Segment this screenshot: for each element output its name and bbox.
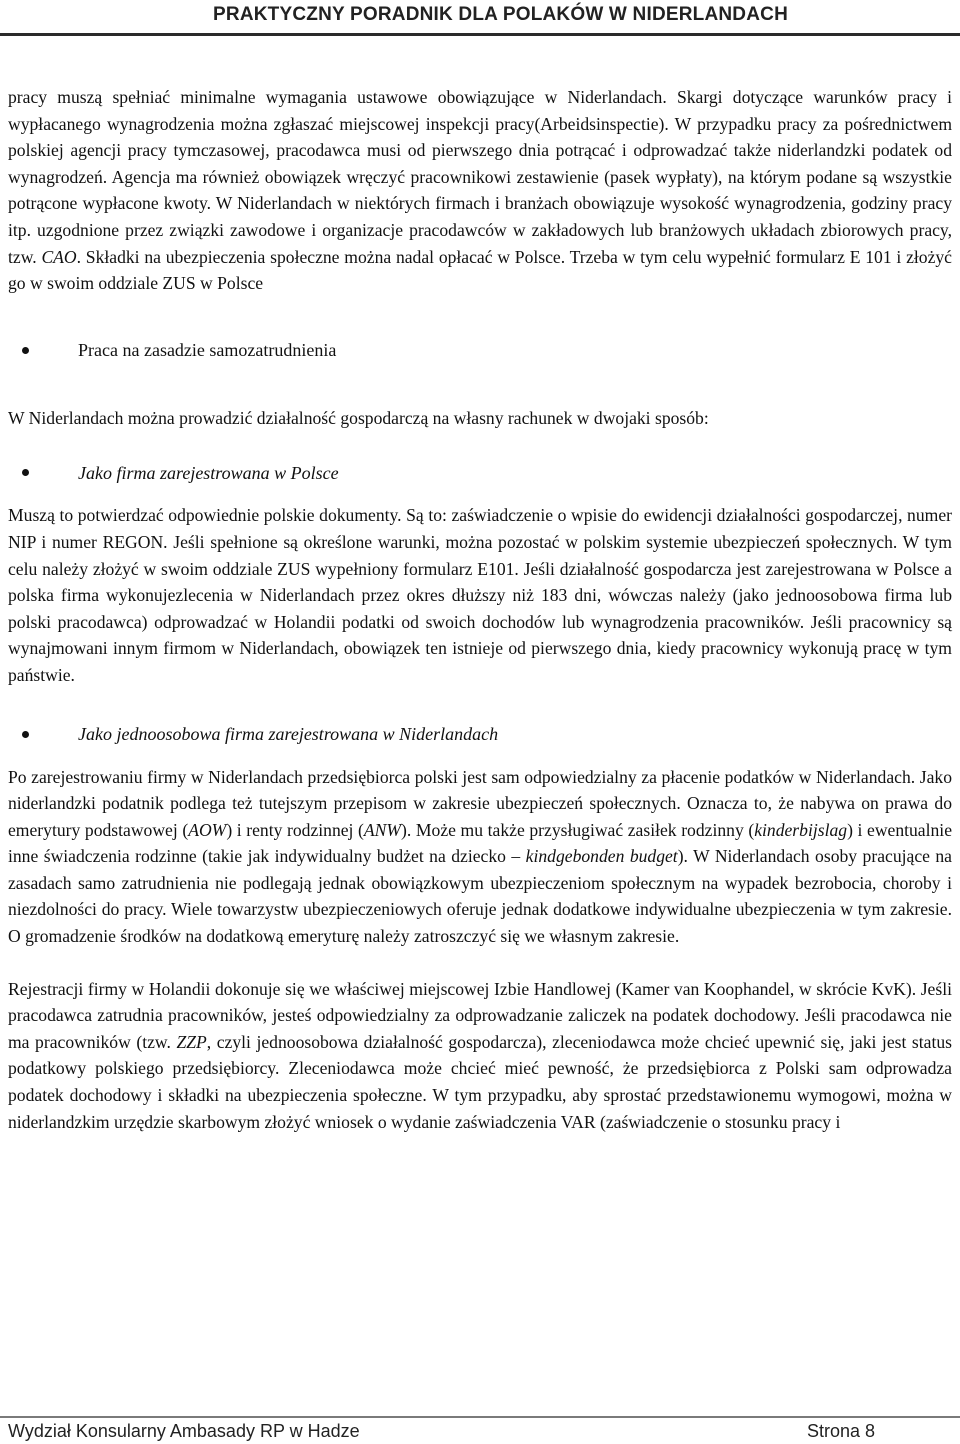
paragraph-dutch-company bbox=[8, 764, 952, 950]
text-run: ). Może mu także przysługiwać zasiłek rodzinny ( bbox=[401, 819, 755, 840]
bullet-self-employment bbox=[22, 337, 952, 364]
paragraph-polish-company bbox=[8, 502, 952, 688]
italic-term: kinderbijslag bbox=[754, 819, 848, 840]
italic-term: AOW bbox=[188, 819, 227, 840]
paragraph-registration bbox=[8, 976, 952, 1136]
heading-self-employment: Praca na zasadzie samozatrudnienia bbox=[78, 339, 337, 360]
italic-term: CAO bbox=[41, 246, 77, 267]
bullet-dot-icon bbox=[22, 347, 29, 354]
italic-term: ZZP bbox=[176, 1031, 207, 1052]
bullet-dot-icon bbox=[22, 469, 29, 476]
page-header bbox=[0, 0, 960, 30]
header-title: PRAKTYCZNY PORADNIK DLA POLAKÓW W NIDERLANDACH bbox=[213, 4, 788, 25]
text-run: Rejestracji firmy w Holandii dokonuje się we właściwej miejscowej Izbie Handlowej (Kamer van Koophandel, w skrócie KvK). Jeśli pracodawca zatrudnia pracowników, jesteś odpowiedzialny za odprowadzanie zaliczek na podatek dochodowy. Jeśli pracodawca nie ma pracowników (tzw. bbox=[8, 978, 952, 1052]
text-run: Po zarejestrowaniu firmy w Niderlandach przedsiębiorca polski jest sam odpowiedzialny za płacenie podatków w Niderlandach. Jako niderlandzki podatnik podlega też tutejszym przepisom w zakresie ubezpieczeń społecznych. Oznacza to, że nabywa on prawa do emerytury podstawowej ( bbox=[8, 766, 952, 840]
text-run: ) i renty rodzinnej ( bbox=[226, 819, 364, 840]
text-run: Muszą to potwierdzać odpowiednie polskie dokumenty. Są to: zaświadczenie o wpisie do ewidencji działalności gospodarczej, numer NIP i numer REGON. Jeśli spełnione są określone warunki, można pozostać w polskim systemie ubezpieczeń społecznych. W tym celu należy złożyć w swoim oddziale ZUS wypełniony formularz E101. Jeśli działalność gospodarcza jest zarejestrowana w Polsce a polska firma wykonujezlecenia w Niderlandach przez okres dłuższy niż 183 dni, wówczas należy (jako jednoosobowa firma lub polski pracodawca) odprowadzać w Holandii podatki od swoich dochodów lub wynagrodzenia pracowników. Jeśli pracownicy są wynajmowani innym firmom w Niderlandach, obowiązek ten istnieje od pierwszego dnia, kiedy pracownicy wykonują pracę w tym państwie. bbox=[8, 505, 952, 685]
heading-dutch-company: Jako jednoosobowa firma zarejestrowana w Niderlandach bbox=[78, 723, 499, 744]
footer-consulate: Wydział Konsularny Ambasady RP w Hadze bbox=[8, 1421, 360, 1441]
text-run: . Składki na ubezpieczenia społeczne można nadal opłacać w Polsce. Trzeba w tym celu wypełnić formularz E 101 i złożyć go w swoim oddziale ZUS w Polsce bbox=[8, 246, 952, 294]
italic-term: ANW bbox=[363, 819, 402, 840]
text-run: ). W Niderlandach osoby pracujące na zasadach samo zatrudnienia nie podlegają jednak obowiązkowym ubezpieczeniom społecznym na wypadek bezrobocia, choroby i niezdolności do pracy. Wiele towarzystw ubezpieczeniowych oferuje jednak dodatkowe indywidualne ubezpieczenia w tym zakresie. O gromadzenie środków na dodatkową emeryturę należy zatroszczyć się we własnym zakresie. bbox=[8, 846, 952, 947]
paragraph-work-conditions bbox=[8, 84, 952, 297]
text-run: pracy muszą spełniać minimalne wymagania ustawowe obowiązujące w Niderlandach. Skargi dotyczące warunków pracy i wypłacanego wynagrodzenia można zgłaszać miejscowej inspekcji pracy(Arbeidsinspectie). W przypadku pracy za pośrednictwem polskiej agencji pracy tymczasowej, pracodawca musi od pierwszego dnia potrącać i odprowadzać także niderlandzki podatek od wynagrodzeń. Agencja ma również obowiązek wręczyć pracownikowi zestawienie (pasek wypłaty), na którym podane są wszystkie potrącone wypłacone kwoty. W Niderlandach w niektórych firmach i branżach obowiązuje wysokość wynagrodzenia, godziny pracy itp. uzgodnione przez związki zawodowe i organizacje pracodawców w zakładowych lub branżowych układach zbiorowych pracy, tzw. bbox=[8, 87, 952, 267]
heading-polish-company: Jako firma zarejestrowana w Polsce bbox=[78, 462, 339, 483]
text-run: , czyli jednoosobowa działalność gospodarcza), zleceniodawca może chcieć upewnić się, jaki jest status podatkowy polskiego przedsiębiorcy. Zleceniodawca może chcieć mieć pewność, że przedsiębiorca z Polski sam odprowadza podatek dochodowy i składki na ubezpieczenia społeczne. W tym przypadku, aby sprostać przedstawionemu wymogowi, można w niderlandzkim urzędzie skarbowym złożyć wniosek o wydanie zaświadczenia VAR (zaświadczenie o stosunku pracy i bbox=[8, 1031, 952, 1132]
header-rule bbox=[0, 33, 960, 36]
bullet-dot-icon bbox=[22, 731, 29, 738]
bullet-dutch-company bbox=[22, 721, 952, 748]
italic-term: kindgebonden budget bbox=[525, 846, 678, 867]
text-run: ) i ewentualnie inne świadczenia rodzinne (takie jak indywidualny budżet na dziecko – bbox=[8, 819, 953, 867]
paragraph-business-ways bbox=[8, 405, 952, 432]
page-footer bbox=[0, 1416, 960, 1444]
text-run: W Niderlandach można prowadzić działalność gospodarczą na własny rachunek w dwojaki sposób: bbox=[8, 407, 709, 428]
document-body bbox=[8, 84, 952, 1135]
footer-page-number: Strona 8 bbox=[807, 1421, 876, 1441]
bullet-polish-company bbox=[22, 459, 952, 486]
